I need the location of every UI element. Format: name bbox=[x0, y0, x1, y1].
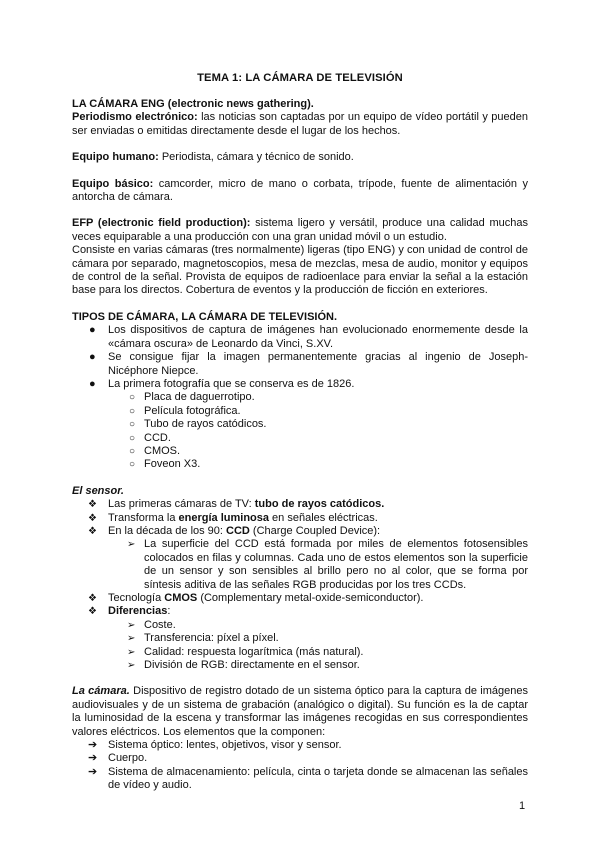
diamond-bullet-icon: ❖ bbox=[88, 606, 97, 618]
list-item: ● Se consigue fijar la imagen permanentemente gracias al ingenio de Joseph-Nicéphore Niepce. bbox=[89, 351, 528, 377]
bullet-icon: ● bbox=[89, 324, 96, 337]
diamond-bullet-icon: ❖ bbox=[88, 499, 97, 511]
list-item: ❖ En la década de los 90: CCD (Charge Coupled Device): bbox=[88, 524, 381, 537]
sub-list-item: ➢ Coste. bbox=[127, 618, 176, 631]
list-item: ➔ Sistema de almacenamiento: película, cinta o tarjeta donde se almacenan las señales de vídeo y audio. bbox=[88, 765, 528, 792]
diamond-bullet-icon: ❖ bbox=[88, 593, 97, 604]
tipos-heading: TIPOS DE CÁMARA, LA CÁMARA DE TELEVISIÓN. bbox=[72, 310, 338, 323]
circle-bullet-icon: ○ bbox=[129, 405, 136, 417]
efp-paragraph-2: Consiste en varias cámaras (tres normalmente) ligeras (tipo ENG) y con unidad de control de cámara por separado, magnetoscopios, mesa de mezclas, mesa de audio, monitor y equipos de control de la señal. Provista de equipos de radioenlace para enviar la señal a la estación base para los directos. Cobertura de eventos y la producción de ficción en exteriores. bbox=[72, 244, 528, 297]
list-item: ❖ Transforma la energía luminosa en señales eléctricas. bbox=[88, 511, 378, 524]
sub-list-item: ➢ División de RGB: directamente en el sensor. bbox=[127, 659, 360, 672]
arrowhead-bullet-icon: ➢ bbox=[127, 633, 136, 645]
list-item: ❖ Las primeras cámaras de TV: tubo de rayos catódicos. bbox=[88, 498, 385, 511]
sub-list-item: ➢ La superficie del CCD está formada por miles de elementos fotosensibles colocados en filas y columnas. Cada uno de estos elementos son la superficie de un sensor y son sensibles al brillo pero no al color, que se forma por síntesis aditiva de las señales RGB producidas por los tres CCDs. bbox=[127, 538, 528, 591]
circle-bullet-icon: ○ bbox=[129, 445, 136, 457]
bullet-icon: ● bbox=[89, 377, 96, 390]
equipo-humano: Equipo humano: Periodista, cámara y técnico de sonido. bbox=[72, 151, 354, 164]
circle-bullet-icon: ○ bbox=[129, 459, 136, 471]
arrowhead-bullet-icon: ➢ bbox=[127, 539, 136, 551]
sub-list-item: ➢ Transferencia: píxel a píxel. bbox=[127, 632, 279, 645]
list-item: ● La primera fotografía que se conserva es de 1826. bbox=[89, 377, 355, 390]
arrowhead-bullet-icon: ➢ bbox=[127, 660, 136, 672]
document-body bbox=[72, 98, 528, 793]
equipo-basico: Equipo básico: camcorder, micro de mano o corbata, trípode, fuente de alimentación y antorcha de cámara. bbox=[72, 177, 528, 204]
circle-bullet-icon: ○ bbox=[129, 432, 136, 444]
sub-list-item: ○ Placa de daguerrotipo. bbox=[129, 391, 255, 404]
eng-heading: LA CÁMARA ENG (electronic news gathering). bbox=[72, 98, 314, 110]
diamond-bullet-icon: ❖ bbox=[88, 512, 97, 524]
diamond-bullet-icon: ❖ bbox=[88, 525, 97, 537]
list-item: ➔ Sistema óptico: lentes, objetivos, visor y sensor. bbox=[88, 739, 342, 752]
list-item: ❖ Diferencias: bbox=[88, 605, 171, 618]
efp-paragraph: EFP (electronic field production): sistema ligero y versátil, produce una calidad muchas veces equiparable a una producción con una gran unidad móvil o un estudio. bbox=[72, 217, 528, 243]
circle-bullet-icon: ○ bbox=[129, 392, 136, 404]
page-number: 1 bbox=[519, 800, 526, 812]
bullet-icon: ● bbox=[89, 351, 96, 364]
eng-paragraph: Periodismo electrónico: las noticias son captadas por un equipo de vídeo portátil y pueden ser enviadas o emitidas directamente desde el lugar de los hechos. bbox=[72, 111, 528, 137]
camara-paragraph: La cámara. Dispositivo de registro dotado de un sistema óptico para la captura de imágenes audiovisuales y de un sistema de grabación (analógico o digital). Su función es la de captar la luminosidad de la escena y transformar las imágenes recogidas en sus correspondientes valores eléctricos. Los elementos que la componen: bbox=[72, 685, 528, 738]
list-item: ➔ Cuerpo. bbox=[88, 752, 148, 765]
page-title: TEMA 1: LA CÁMARA DE TELEVISIÓN bbox=[197, 72, 403, 84]
pe-label: Periodismo electrónico: bbox=[72, 111, 198, 124]
sub-list-item: ➢ Calidad: respuesta logarítmica (más natural). bbox=[127, 645, 364, 658]
list-item: ❖ Tecnología CMOS (Complementary metal-oxide-semiconductor). bbox=[88, 592, 424, 604]
arrowhead-bullet-icon: ➢ bbox=[127, 646, 136, 658]
arrowhead-bullet-icon: ➢ bbox=[127, 619, 136, 631]
arrow-bullet-icon: ➔ bbox=[88, 765, 98, 778]
sub-list-item: ○ CCD. bbox=[129, 431, 171, 444]
arrow-bullet-icon: ➔ bbox=[88, 752, 98, 765]
sub-list-item: ○ Foveon X3. bbox=[129, 458, 201, 471]
sensor-heading: El sensor. bbox=[72, 484, 124, 497]
list-item: ● Los dispositivos de captura de imágenes han evolucionado enormemente desde la «cámara oscura» de Leonardo da Vinci, S.XV. bbox=[89, 324, 528, 350]
sub-list-item: ○ Tubo de rayos catódicos. bbox=[129, 418, 267, 431]
sub-list-item: ○ Película fotográfica. bbox=[129, 404, 241, 417]
sub-list-item: ○ CMOS. bbox=[129, 444, 181, 457]
circle-bullet-icon: ○ bbox=[129, 419, 136, 431]
arrow-bullet-icon: ➔ bbox=[88, 739, 98, 752]
